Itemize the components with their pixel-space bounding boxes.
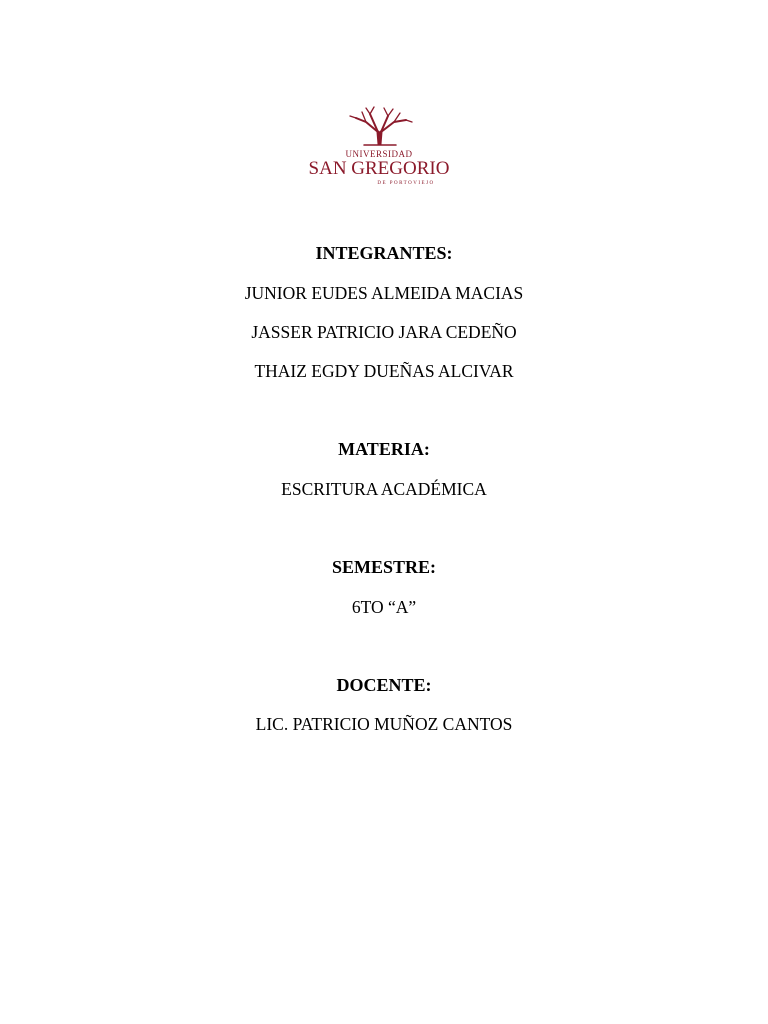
tree-icon — [308, 104, 450, 186]
semestre-heading: SEMESTRE: — [331, 557, 437, 577]
integrante-2: JASSER PATRICIO JARA CEDEÑO — [251, 322, 517, 342]
integrantes-heading: INTEGRANTES: — [315, 243, 453, 263]
integrante-1: JUNIOR EUDES ALMEIDA MACIAS — [244, 283, 524, 303]
semestre-value: 6TO “A” — [351, 597, 417, 617]
materia-value: ESCRITURA ACADÉMICA — [281, 479, 487, 499]
docente-heading: DOCENTE: — [336, 675, 432, 695]
integrante-3: THAIZ EGDY DUEÑAS ALCIVAR — [254, 361, 514, 381]
logo-line1: UNIVERSIDAD — [345, 149, 413, 159]
materia-heading: MATERIA: — [338, 439, 430, 459]
university-logo — [308, 104, 450, 186]
docente-value: LIC. PATRICIO MUÑOZ CANTOS — [255, 714, 513, 734]
logo-line3: DE PORTOVIEJO — [377, 181, 435, 186]
logo-line2: SAN GREGORIO — [308, 158, 450, 179]
